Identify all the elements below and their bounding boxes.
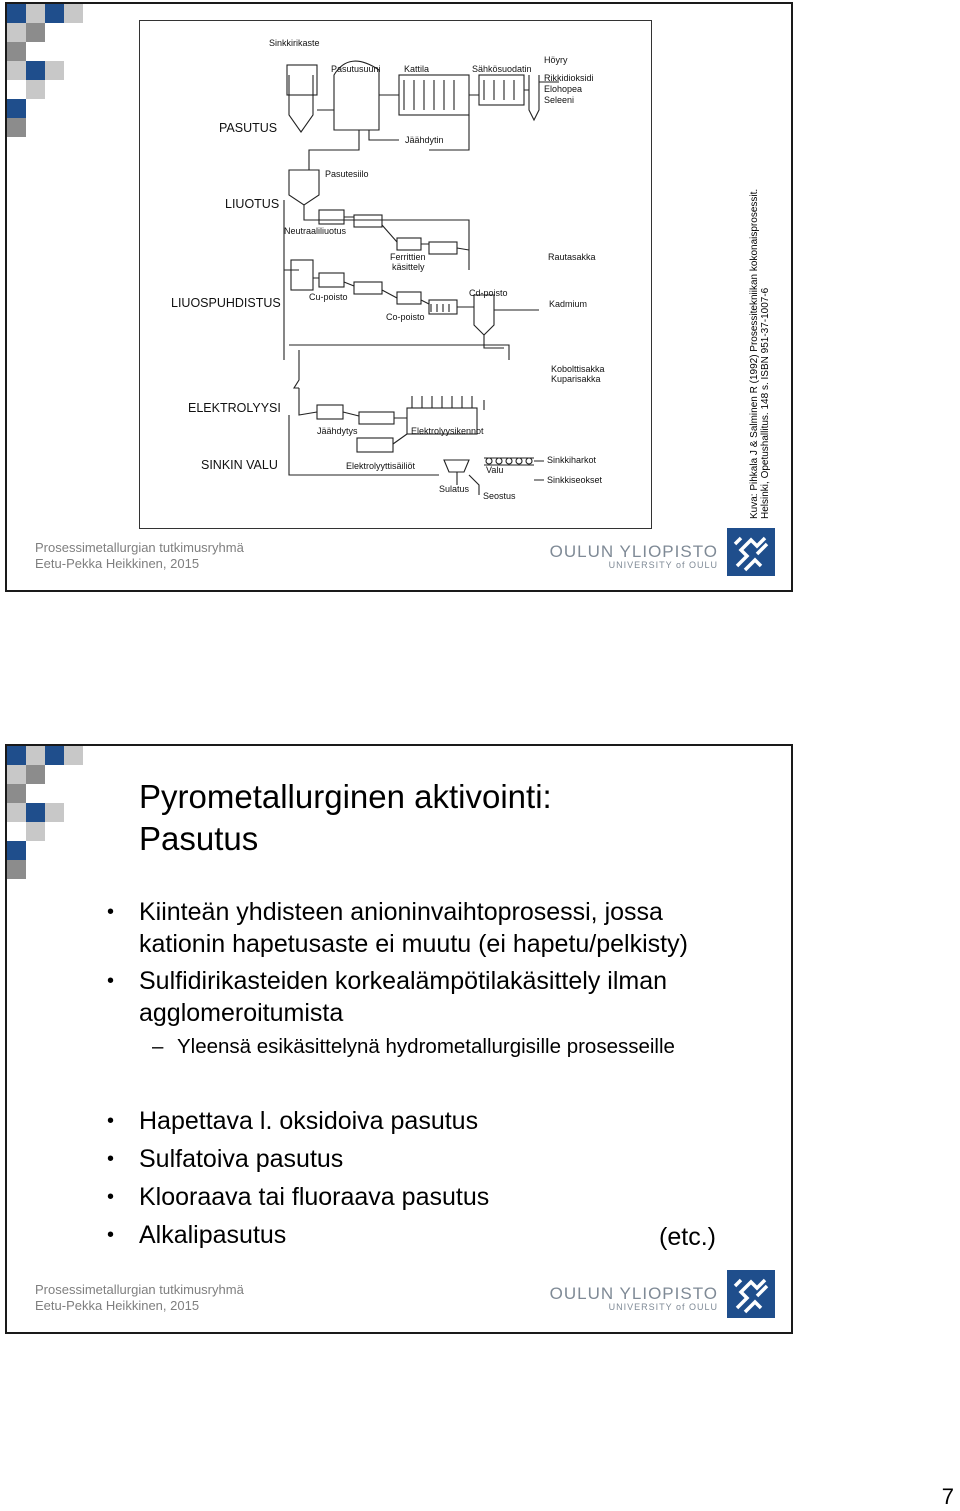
label-elektrolyysikennot: Elektrolyysikennot (411, 426, 484, 436)
stage-sinkin-valu: SINKIN VALU (201, 458, 278, 472)
stage-liuospuhdistus: LIUOSPUHDISTUS (171, 296, 281, 310)
page-number: 7 (941, 1484, 954, 1509)
label-hoyry: Höyry (544, 55, 568, 65)
label-co-poisto: Co-poisto (386, 312, 425, 322)
label-pasutesiilo: Pasutesiilo (325, 169, 369, 179)
bullet-item: • Sulfatoiva pasutus (107, 1143, 747, 1175)
label-jaahdytys: Jäähdytys (317, 426, 358, 436)
etc-note: (etc.) (659, 1223, 716, 1251)
sub-bullet-item: – Yleensä esikäsittelynä hydrometallurgisille prosesseille (107, 1033, 747, 1061)
label-neutraaliliuotus: Neutraaliliuotus (284, 226, 347, 236)
label-sahkosuodatin: Sähkösuodatin (472, 64, 532, 74)
label-kattila: Kattila (404, 64, 430, 74)
slide-title: Pyrometallurginen aktivointi: Pasutus (139, 778, 552, 857)
label-ferrittien-1: Ferrittien (390, 252, 426, 262)
footer-research-group: Prosessimetallurgian tutkimusryhmä Eetu-Pekka Heikkinen, 2015 (35, 540, 244, 571)
corner-decoration (7, 4, 97, 144)
image-citation: Kuva: Pihkala J & Salminen R (1992) Prosessitekniikan kokonaisprosessit. Helsinki, Opetushallitus. 148 s. ISBN 951-37-1007-6 (749, 188, 771, 519)
footer-research-group: Prosessimetallurgian tutkimusryhmä Eetu-Pekka Heikkinen, 2015 (35, 1282, 244, 1313)
label-cu-poisto: Cu-poisto (309, 292, 348, 302)
label-pasutusuuni: Pasutusuuni (331, 64, 381, 74)
label-elektrolyyttisailiot: Elektrolyyttisäiliöt (346, 461, 416, 471)
label-elohopea: Elohopea (544, 84, 583, 94)
label-ferrittien-2: käsittely (392, 262, 425, 272)
label-cd-poisto: Cd-poisto (469, 288, 508, 298)
university-logo-text: OULUN YLIOPISTO UNIVERSITY of OULU (549, 1284, 718, 1312)
university-logo-icon (727, 528, 775, 576)
bullet-item: • Klooraava tai fluoraava pasutus (107, 1181, 747, 1213)
label-seostus: Seostus (483, 491, 516, 501)
label-kuparisakka: Kuparisakka (551, 374, 601, 384)
corner-decoration (7, 746, 97, 886)
stage-elektrolyysi: ELEKTROLYYSI (188, 401, 281, 415)
label-kadmium: Kadmium (549, 299, 588, 309)
bullet-list (107, 896, 747, 1251)
label-sinkkiseokset: Sinkkiseokset (547, 475, 603, 485)
label-kobolttisakka: Kobolttisakka (551, 364, 605, 374)
label-seleeni: Seleeni (544, 95, 575, 105)
bullet-item: • Sulfidirikasteiden korkealämpötilakäsittely ilman agglomeroitumista (107, 965, 747, 1029)
label-sinkkiharkot: Sinkkiharkot (547, 455, 597, 465)
slide-2 (5, 744, 793, 1334)
slide-1 (5, 2, 793, 592)
label-jaahdytin: Jäähdytin (405, 135, 444, 145)
label-valu: Valu (486, 465, 504, 475)
bullet-item: • Kiinteän yhdisteen anioninvaihtoprosessi, jossa kationin hapetusaste ei muutu (ei hapetu/pelkisty) (107, 896, 747, 960)
zinc-process-diagram (139, 20, 653, 530)
bullet-item: • Alkalipasutus (107, 1219, 747, 1251)
label-rikkidioksidi: Rikkidioksidi (544, 73, 594, 83)
stage-pasutus: PASUTUS (219, 121, 278, 135)
label-rautasakka: Rautasakka (548, 252, 596, 262)
label-sinkkirikaste: Sinkkirikaste (269, 38, 320, 48)
bullet-item: • Hapettava l. oksidoiva pasutus (107, 1105, 747, 1137)
stage-liuotus: LIUOTUS (225, 197, 280, 211)
university-logo-icon (727, 1270, 775, 1318)
university-logo-text: OULUN YLIOPISTO UNIVERSITY of OULU (549, 542, 718, 570)
label-sulatus: Sulatus (439, 484, 470, 494)
